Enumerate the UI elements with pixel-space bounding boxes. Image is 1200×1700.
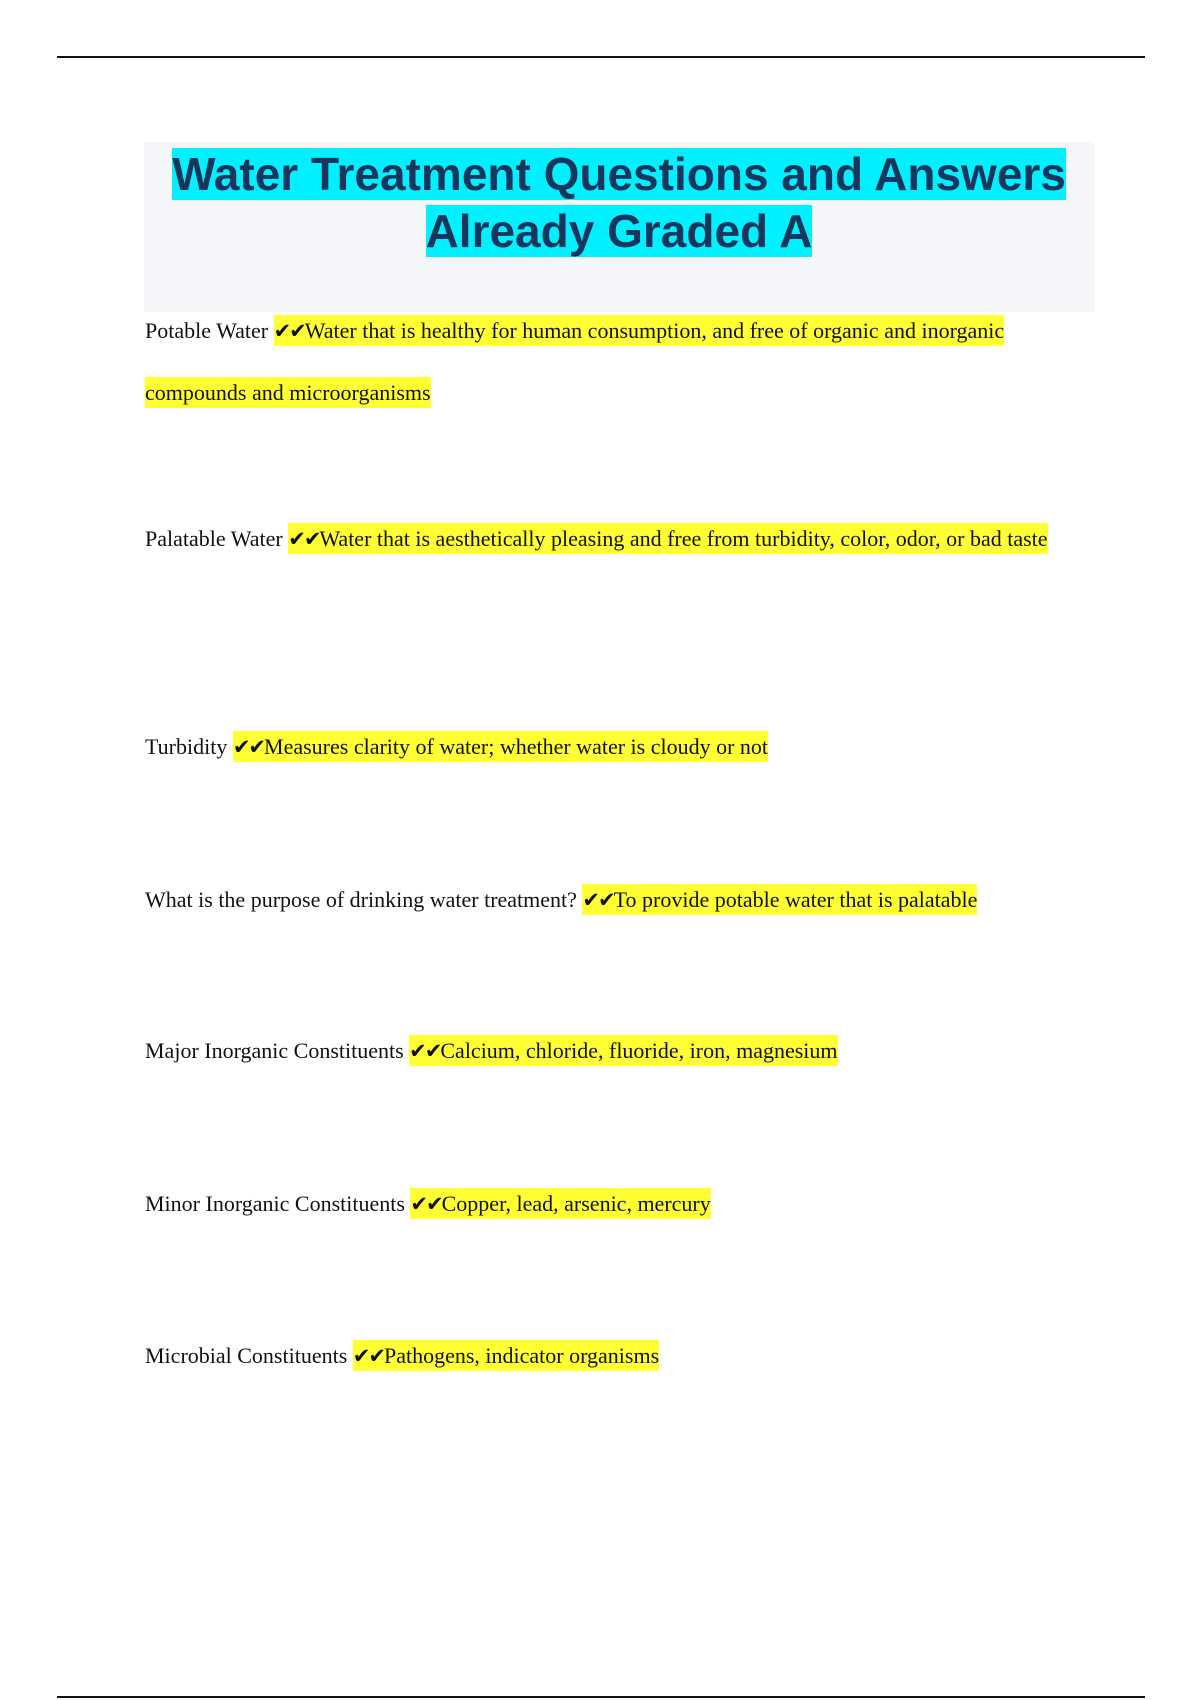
- double-check-icon: ✔✔: [410, 1192, 442, 1216]
- qa-entry-potable-water: [145, 300, 1085, 423]
- double-check-icon: ✔✔: [232, 735, 265, 759]
- title-line-1: Water Treatment Questions and Answers: [172, 148, 1066, 200]
- qa-entry-treatment-purpose: [145, 869, 1085, 931]
- double-check-icon: ✔✔: [288, 527, 320, 551]
- entry-answer-text: Water that is aesthetically pleasing and free from turbidity, color, odor, or bad taste: [319, 526, 1048, 551]
- entry-answer: [145, 315, 1004, 408]
- entry-term: Microbial Constituents: [145, 1343, 348, 1368]
- title-line-2: Already Graded A: [425, 205, 813, 257]
- qa-entry-minor-inorganic: [145, 1173, 1085, 1235]
- entry-answer: [233, 731, 768, 762]
- entry-term: Potable Water: [145, 318, 269, 343]
- double-check-icon: ✔✔: [352, 1344, 384, 1368]
- qa-entry-major-inorganic: [145, 1020, 1085, 1082]
- entry-answer: [353, 1340, 659, 1371]
- entry-term: Turbidity: [145, 734, 228, 759]
- qa-entry-microbial: [145, 1325, 1085, 1387]
- double-check-icon: ✔✔: [582, 888, 614, 912]
- double-check-icon: ✔✔: [273, 319, 305, 343]
- entry-term: What is the purpose of drinking water treatment?: [145, 887, 577, 912]
- entry-answer: [582, 884, 977, 915]
- double-check-icon: ✔✔: [409, 1039, 441, 1063]
- entry-answer: [409, 1035, 837, 1066]
- entry-answer: [410, 1188, 710, 1219]
- bottom-rule: [57, 1696, 1145, 1698]
- qa-entry-turbidity: [145, 716, 1085, 778]
- entry-term: Minor Inorganic Constituents: [145, 1191, 405, 1216]
- entry-term: Palatable Water: [145, 526, 283, 551]
- qa-entry-palatable-water: [145, 508, 1085, 570]
- document-title: [144, 142, 1094, 260]
- entry-answer-text: To provide potable water that is palatable: [613, 887, 978, 912]
- title-block: [144, 142, 1094, 312]
- top-rule: [57, 56, 1145, 58]
- entry-answer-text: Measures clarity of water; whether water is cloudy or not: [264, 734, 769, 759]
- entry-answer: [288, 523, 1047, 554]
- entry-term: Major Inorganic Constituents: [145, 1038, 404, 1063]
- entry-answer-text: Pathogens, indicator organisms: [383, 1343, 660, 1368]
- entry-answer-text: Calcium, chloride, fluoride, iron, magnesium: [440, 1038, 838, 1063]
- entry-answer-text: Water that is healthy for human consumption, and free of organic and inorganic compounds and microorganisms: [145, 318, 1005, 405]
- entry-answer-text: Copper, lead, arsenic, mercury: [441, 1191, 711, 1216]
